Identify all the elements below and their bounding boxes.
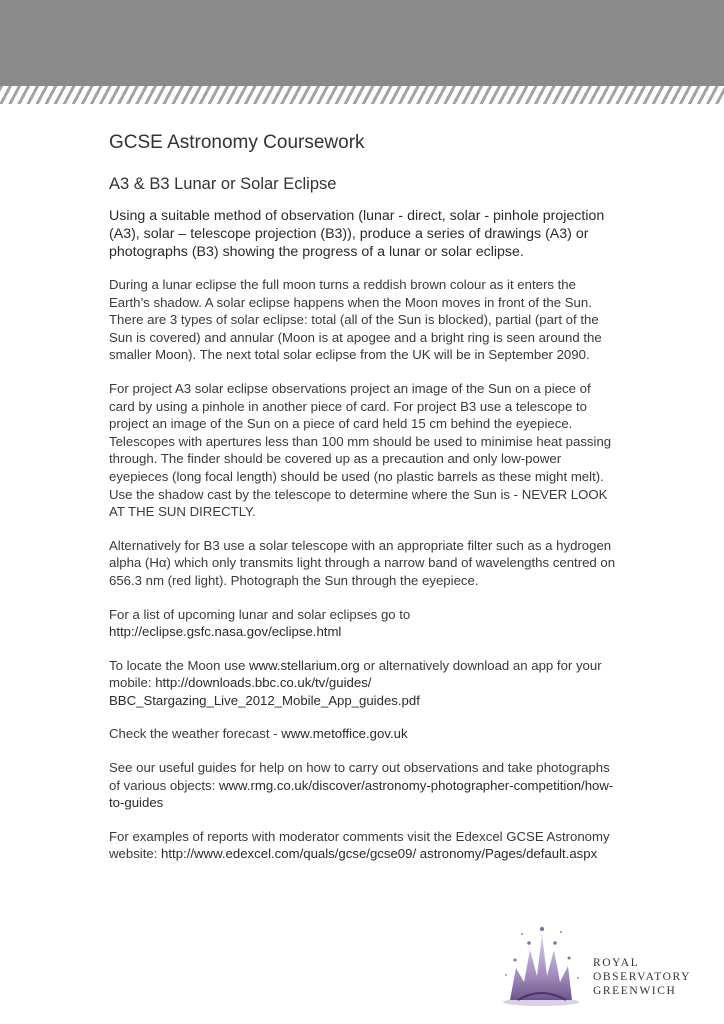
reports-paragraph — [109, 828, 619, 863]
weather-paragraph — [109, 725, 619, 743]
metoffice-link[interactable]: www.metoffice.gov.uk — [281, 726, 408, 742]
logo-line-greenwich: GREENWICH — [593, 985, 677, 997]
bbc-app-guide-link[interactable]: http://downloads.bbc.co.uk/tv/guides/ BBC_Stargazing_Live_2012_Mobile_App_guides.pdf — [109, 675, 420, 708]
alternative-paragraph: Alternatively for B3 use a solar telescope with an appropriate filter such as a hydrogen alpha (Hα) which only transmits light through a narrow band of wavelengths centred on 656.3 nm (red light). Photograph the Sun through the eyepiece. — [109, 537, 616, 588]
moon-text-2: or alternatively download an app for your mobile: — [109, 657, 602, 691]
rmg-guides-link[interactable]: www.rmg.co.uk/discover/astronomy-photographer-competition/how-to-guides — [109, 777, 614, 811]
header-band — [0, 0, 724, 86]
eclipses-text: For a list of upcoming lunar and solar eclipses go to — [109, 606, 411, 622]
moon-paragraph — [109, 657, 619, 710]
eclipses-paragraph — [109, 606, 619, 641]
moon-text-1: To locate the Moon use — [109, 657, 250, 673]
logo-line-royal: ROYAL — [593, 957, 640, 969]
method-paragraph: For project A3 solar eclipse observations project an image of the Sun on a piece of card by using a pinhole in another piece of card. For project B3 use a telescope to project an image of the Sun on a piece of card held 15 cm behind the eyepiece. Telescopes with apertures less than 100 mm should be used to minimise heat passing through. The finder should be covered up as a precaution and only low-power eyepieces (long focal length) should be used (no plastic barrels as these might melt). Use the shadow cast by the telescope to determine where the Sun is - NEVER LOOK AT THE SUN DIRECTLY. — [109, 380, 612, 520]
eclipse-paragraph: During a lunar eclipse the full moon turns a reddish brown colour as it enters the Earth’s shadow. A solar eclipse happens when the Moon moves in front of the Sun. There are 3 types of solar eclipse: total (all of the Sun is blocked), partial (part of the Sun is covered) and annular (Moon is at apogee and a bright ring is seen around the smaller Moon). The next total solar eclipse from the UK will be in September 2090. — [109, 277, 602, 363]
page-title: GCSE Astronomy Coursework — [109, 132, 365, 153]
guides-text: See our useful guides for help on how to carry out observations and take photographs of various objects: — [109, 760, 610, 793]
crown-splash-icon — [496, 920, 586, 1010]
document-body — [109, 128, 619, 879]
page-subtitle: A3 & B3 Lunar or Solar Eclipse — [109, 175, 337, 193]
reports-text: For examples of reports with moderator comments visit the Edexcel GCSE Astronomy website: — [109, 828, 610, 862]
stellarium-link[interactable]: www.stellarium.org — [249, 657, 360, 673]
royal-observatory-logo — [496, 920, 711, 1012]
logo-wordmark — [593, 956, 691, 998]
intro-paragraph: Using a suitable method of observation (lunar - direct, solar - pinhole projection (A3), solar – telescope projection (B3)), produce a series of drawings (A3) or photographs (B3) showing the progress of a lunar or solar eclipse. — [109, 208, 605, 260]
stripe-divider — [0, 86, 724, 104]
eclipses-link[interactable]: http://eclipse.gsfc.nasa.gov/eclipse.html — [109, 624, 342, 640]
logo-line-observatory: OBSERVATORY — [593, 971, 692, 983]
weather-text: Check the weather forecast - — [109, 726, 282, 742]
edexcel-link[interactable]: http://www.edexcel.com/quals/gcse/gcse09/ astronomy/Pages/default.aspx — [161, 846, 598, 862]
guides-paragraph — [109, 759, 619, 812]
